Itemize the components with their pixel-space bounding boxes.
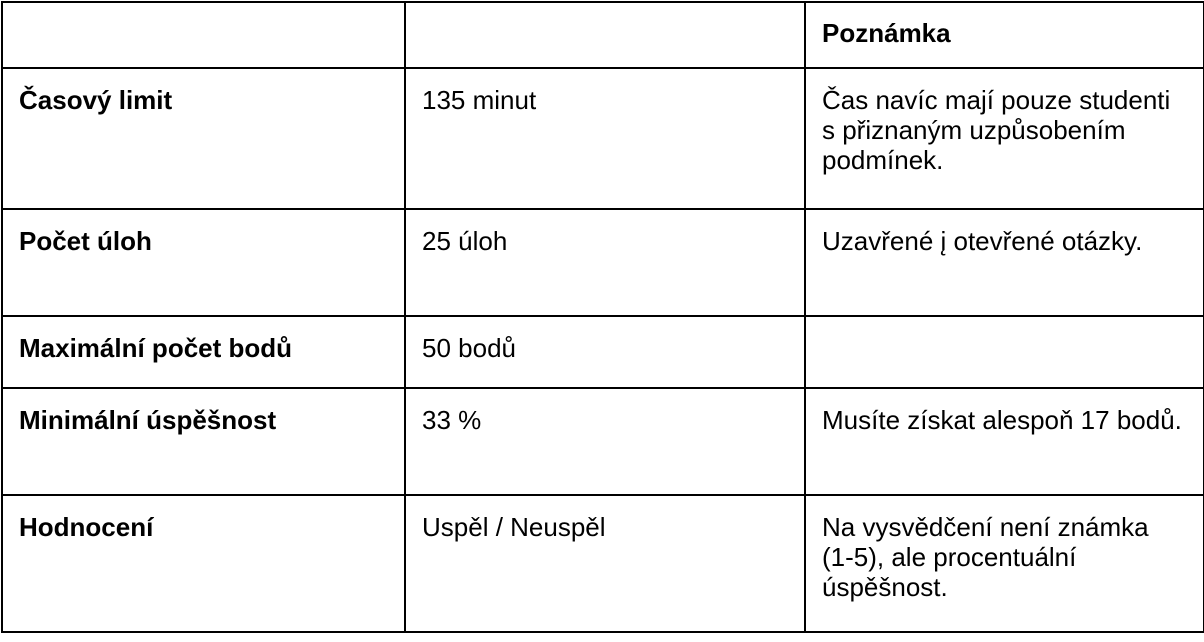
table-row bbox=[2, 388, 1204, 495]
exam-info-table bbox=[1, 1, 1204, 633]
row-label: Počet úloh bbox=[2, 209, 405, 316]
row-value: 33 % bbox=[405, 388, 805, 495]
row-note: Na vysvědčení není známka (1-5), ale procentuální úspěšnost. bbox=[805, 495, 1204, 632]
table-row bbox=[2, 316, 1204, 388]
row-note bbox=[805, 316, 1204, 388]
row-value: Uspěl / Neuspěl bbox=[405, 495, 805, 632]
row-label: Časový limit bbox=[2, 68, 405, 209]
row-note: Musíte získat alespoň 17 bodů. bbox=[805, 388, 1204, 495]
header-cell-empty-2 bbox=[405, 2, 805, 68]
header-cell-note: Poznámka bbox=[805, 2, 1204, 68]
row-label: Minimální úspěšnost bbox=[2, 388, 405, 495]
table-row bbox=[2, 209, 1204, 316]
table-header-row bbox=[2, 2, 1204, 68]
row-label: Hodnocení bbox=[2, 495, 405, 632]
row-value: 25 úloh bbox=[405, 209, 805, 316]
row-value: 135 minut bbox=[405, 68, 805, 209]
row-value: 50 bodů bbox=[405, 316, 805, 388]
table-row bbox=[2, 495, 1204, 632]
row-label: Maximální počet bodů bbox=[2, 316, 405, 388]
header-cell-empty-1 bbox=[2, 2, 405, 68]
row-note: Uzavřené į otevřené otázky. bbox=[805, 209, 1204, 316]
table-row bbox=[2, 68, 1204, 209]
row-note: Čas navíc mají pouze studenti s přiznaným uzpůsobením podmínek. bbox=[805, 68, 1204, 209]
